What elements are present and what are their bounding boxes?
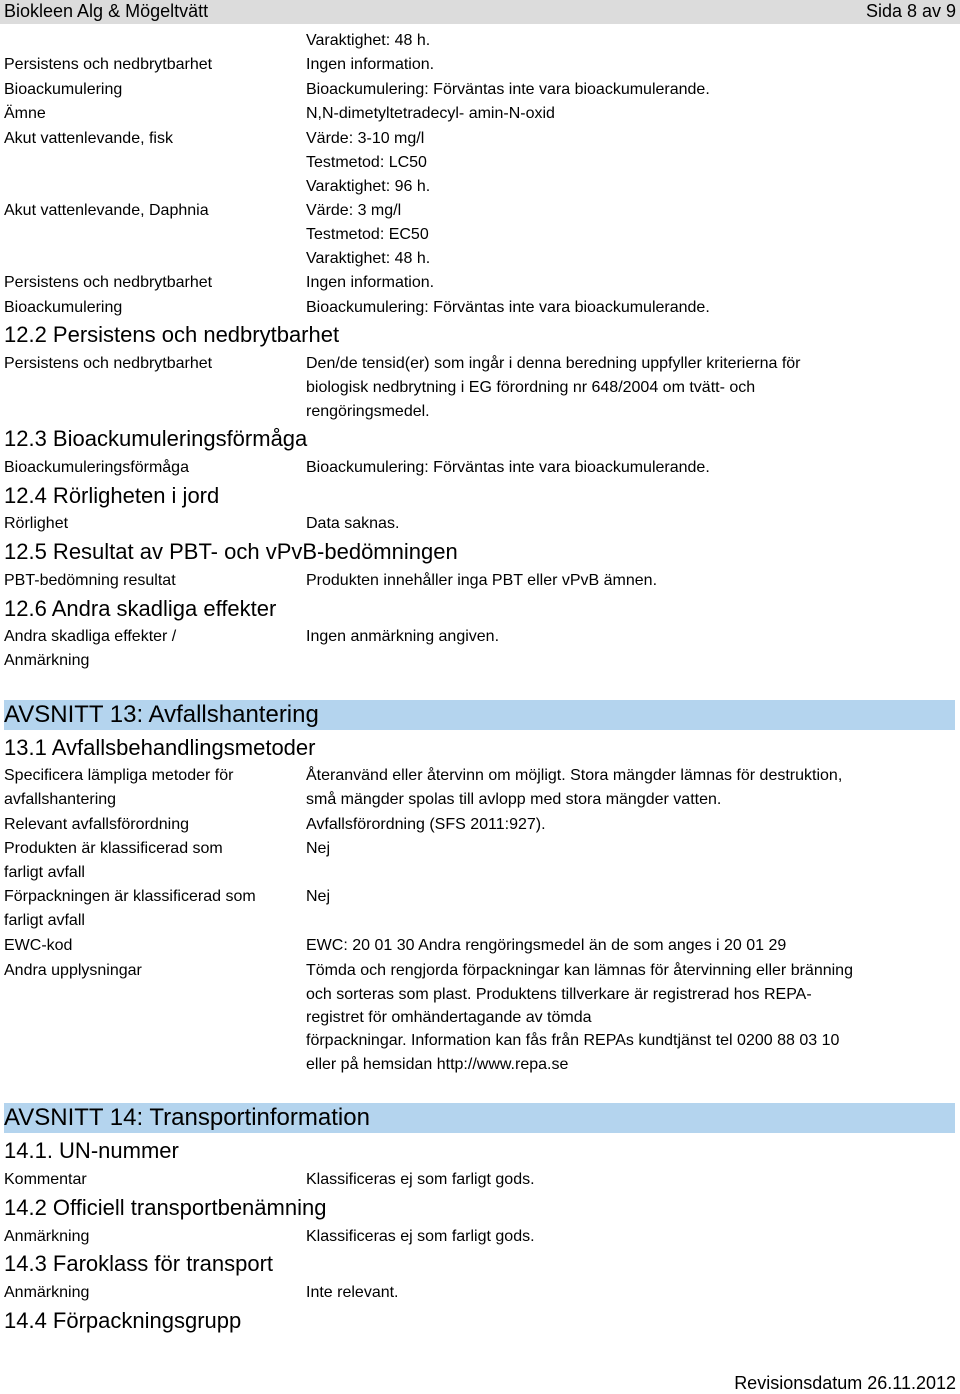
substance-value: N,N-dimetyltetradecyl- amin-N-oxid <box>306 105 555 122</box>
un-number-comment-label: Kommentar <box>4 1171 87 1188</box>
hazard-class-remark-label: Anmärkning <box>4 1284 90 1301</box>
fish-duration: Varaktighet: 96 h. <box>306 178 431 195</box>
pbt-value: Produkten innehåller inga PBT eller vPvB ämnen. <box>306 572 658 589</box>
heading-12-4: 12.4 Rörligheten i jord <box>4 483 220 508</box>
other-effects-value: Ingen anmärkning angiven. <box>306 628 500 645</box>
persistence-label-2: Persistens och nedbrytbarhet <box>4 274 213 291</box>
fish-toxicity-value: Värde: 3-10 mg/l <box>306 130 425 147</box>
packaging-hazardous-value: Nej <box>306 888 331 905</box>
bioaccumulation-value-2: Bioackumulering: Förväntas inte vara bioackumulerande. <box>306 299 710 316</box>
bioaccumulation-value: Bioackumulering: Förväntas inte vara bioackumulerande. <box>306 81 710 98</box>
daphnia-duration: Varaktighet: 48 h. <box>306 250 431 267</box>
heading-14-4: 14.4 Förpackningsgrupp <box>4 1308 242 1333</box>
hazard-class-remark-value: Inte relevant. <box>306 1284 399 1301</box>
product-hazardous-value: Nej <box>306 840 331 857</box>
persistence-label: Persistens och nedbrytbarhet <box>4 56 213 73</box>
heading-12-6: 12.6 Andra skadliga effekter <box>4 596 277 621</box>
pbt-label: PBT-bedömning resultat <box>4 572 176 589</box>
packaging-hazardous-label-2: farligt avfall <box>4 912 85 929</box>
page-number: Sida 8 av 9 <box>865 1 956 21</box>
document-title: Biokleen Alg & Mögeltvätt <box>4 1 209 21</box>
other-effects-label: Andra skadliga effekter / <box>4 628 177 645</box>
disposal-methods-value: Återanvänd eller återvinn om möjligt. Stora mängder lämnas för destruktion, <box>306 767 843 784</box>
section-13-banner <box>4 700 955 730</box>
daphnia-test-method: Testmetod: EC50 <box>306 226 429 243</box>
product-hazardous-label: Produkten är klassificerad som <box>4 840 223 857</box>
daphnia-toxicity-label: Akut vattenlevande, Daphnia <box>4 202 209 219</box>
product-hazardous-label-2: farligt avfall <box>4 864 85 881</box>
other-info-line-2: och sorteras som plast. Produktens tillverkare är registrerad hos REPA- <box>306 986 812 1003</box>
fish-test-method: Testmetod: LC50 <box>306 154 427 171</box>
other-info-label: Andra upplysningar <box>4 962 142 979</box>
shipping-name-remark-label: Anmärkning <box>4 1228 90 1245</box>
bioaccumulation-label: Bioackumulering <box>4 81 123 98</box>
disposal-methods-label-2: avfallshantering <box>4 791 117 808</box>
other-effects-label-2: Anmärkning <box>4 652 90 669</box>
heading-14-1: 14.1. UN-nummer <box>4 1138 179 1163</box>
fish-toxicity-label: Akut vattenlevande, fisk <box>4 130 173 147</box>
bioaccumulation-label-2: Bioackumulering <box>4 299 123 316</box>
other-info-line-1: Tömda och rengjorda förpackningar kan lämnas för återvinning eller bränning <box>306 962 853 979</box>
persistence-label-3: Persistens och nedbrytbarhet <box>4 355 213 372</box>
other-info-line-5: eller på hemsidan http://www.repa.se <box>306 1056 569 1073</box>
persistence-text-line-1: Den/de tensid(er) som ingår i denna beredning uppfyller kriterierna för <box>306 355 801 372</box>
other-info-line-4: förpackningar. Information kan fås från REPAs kundtjänst tel 0200 88 03 10 <box>306 1032 840 1049</box>
persistence-text-line-2: biologisk nedbrytning i EG förordning nr 648/2004 om tvätt- och <box>306 379 756 396</box>
shipping-name-remark-value: Klassificeras ej som farligt gods. <box>306 1228 535 1245</box>
mobility-value: Data saknas. <box>306 515 400 532</box>
waste-regulation-label: Relevant avfallsförordning <box>4 816 189 833</box>
persistence-value: Ingen information. <box>306 56 435 73</box>
ewc-code-value: EWC: 20 01 30 Andra rengöringsmedel än de som anges i 20 01 29 <box>306 937 787 954</box>
packaging-hazardous-label: Förpackningen är klassificerad som <box>4 888 256 905</box>
persistence-value-2: Ingen information. <box>306 274 435 291</box>
disposal-methods-value-2: små mängder spolas till avlopp med stora mängder vatten. <box>306 791 722 808</box>
daphnia-toxicity-value: Värde: 3 mg/l <box>306 202 402 219</box>
disposal-methods-label: Specificera lämpliga metoder för <box>4 767 234 784</box>
persistence-text-line-3: rengöringsmedel. <box>306 403 430 420</box>
mobility-label: Rörlighet <box>4 515 69 532</box>
ewc-code-label: EWC-kod <box>4 937 73 954</box>
page-header <box>0 0 960 24</box>
heading-14-3: 14.3 Faroklass för transport <box>4 1251 274 1276</box>
heading-13-1: 13.1 Avfallsbehandlingsmetoder <box>4 735 316 760</box>
section-14-title: AVSNITT 14: Transportinformation <box>4 1104 370 1131</box>
waste-regulation-value: Avfallsförordning (SFS 2011:927). <box>306 816 546 833</box>
heading-12-3: 12.3 Bioackumuleringsförmåga <box>4 426 308 451</box>
section-14-banner <box>4 1103 955 1133</box>
heading-12-2: 12.2 Persistens och nedbrytbarhet <box>4 322 340 347</box>
heading-14-2: 14.2 Officiell transportbenämning <box>4 1195 327 1220</box>
heading-12-5: 12.5 Resultat av PBT- och vPvB-bedömningen <box>4 539 458 564</box>
substance-label: Ämne <box>4 105 46 122</box>
un-number-comment-value: Klassificeras ej som farligt gods. <box>306 1171 535 1188</box>
bioaccumulative-potential-value: Bioackumulering: Förväntas inte vara bioackumulerande. <box>306 459 710 476</box>
bioaccumulative-potential-label: Bioackumuleringsförmåga <box>4 459 189 476</box>
other-info-line-3: registret för omhändertagande av tömda <box>306 1009 592 1026</box>
section-13-title: AVSNITT 13: Avfallshantering <box>4 701 319 728</box>
duration-value: Varaktighet: 48 h. <box>306 32 431 49</box>
revision-date: Revisionsdatum 26.11.2012 <box>734 1373 956 1393</box>
